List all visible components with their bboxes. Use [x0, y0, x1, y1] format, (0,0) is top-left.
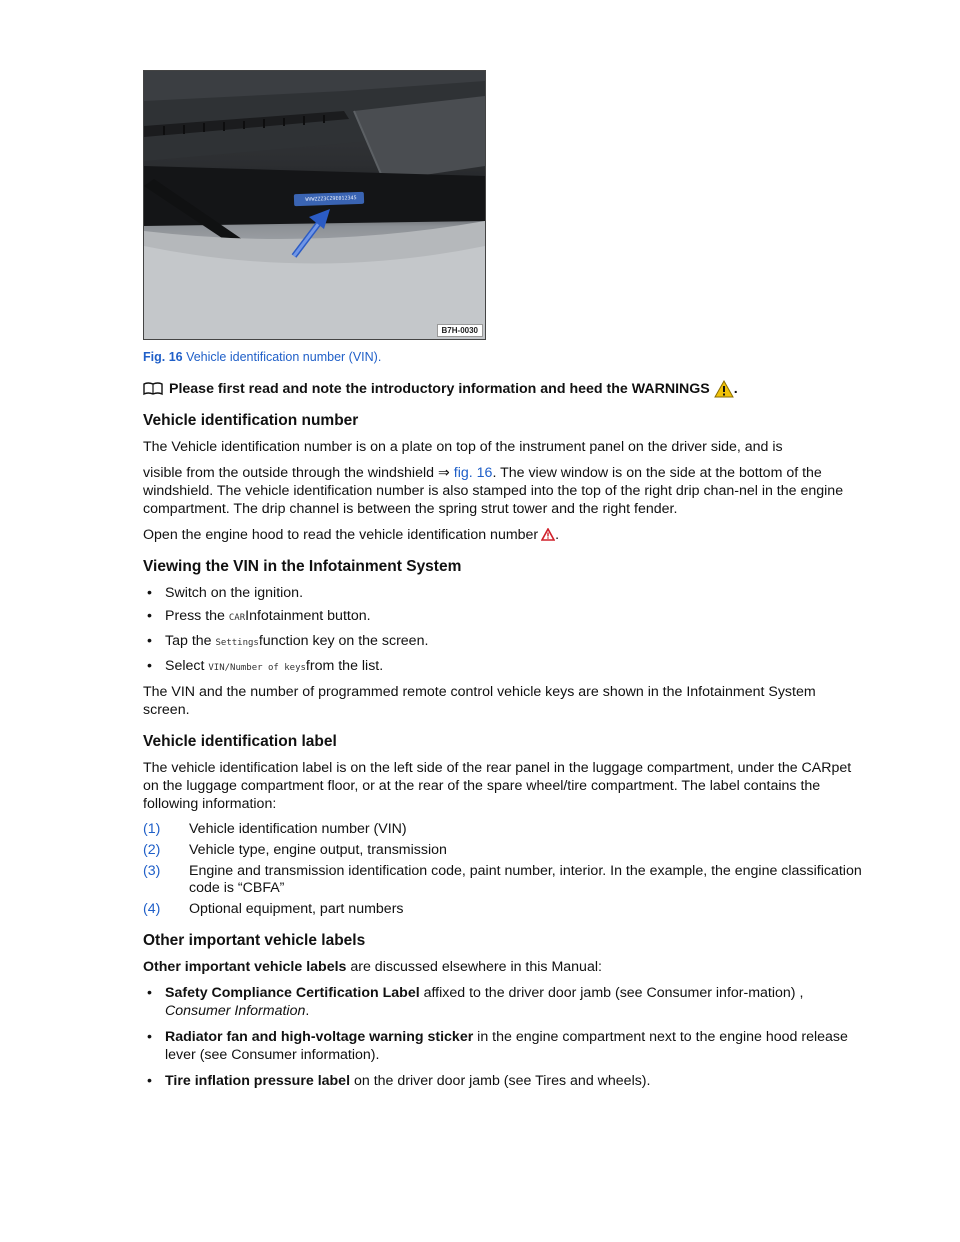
- intro-notice: [143, 380, 863, 398]
- list-item: [143, 657, 863, 677]
- item-number[interactable]: (4): [143, 901, 161, 917]
- list-item: [143, 863, 863, 897]
- figure-code: B7H-0030: [437, 324, 483, 337]
- list-item: [143, 1028, 863, 1064]
- step-text: function key on the screen.: [258, 633, 429, 649]
- list-item: [143, 632, 863, 652]
- warning-triangle-icon[interactable]: [541, 528, 555, 541]
- label-items: [143, 821, 863, 918]
- heading-other-labels: Other important vehicle labels: [143, 932, 366, 949]
- vin-p3-text: Open the engine hood to read the vehicle identification number: [143, 527, 539, 543]
- consumer-information-link[interactable]: Consumer Information: [165, 1003, 306, 1019]
- bullet-text: in the engine compartment next to the engine hood release lever (see Consumer information).: [165, 1029, 848, 1063]
- list-item: [143, 842, 863, 859]
- vin-p2-before: visible from the outside through the windshield ⇒: [143, 465, 454, 481]
- bullet-tail: ,: [795, 985, 804, 1001]
- item-text: Optional equipment, part numbers: [189, 901, 404, 917]
- item-number[interactable]: (3): [143, 863, 161, 879]
- vin-menu-code: VIN/Number of keys: [208, 663, 306, 673]
- other-intro-bold: Other important vehicle labels: [143, 959, 347, 975]
- vin-sticker: WVWZZZ3CZ9E012345: [305, 195, 357, 203]
- list-item: [143, 1072, 863, 1090]
- heading-infotainment: Viewing the VIN in the Infotainment System: [143, 558, 462, 575]
- figure-caption-text: Vehicle identification number (VIN).: [182, 350, 382, 364]
- step-text: Switch on the ignition.: [165, 585, 304, 601]
- vin-p3-end: .: [555, 527, 560, 543]
- list-item: [143, 901, 863, 918]
- label-paragraph: The vehicle identification label is on the left side of the rear panel in the luggage compartment, under the CARpet on the luggage compartment floor, or at the rear of the spare wheel/tire compartment. The label contains the following information:: [143, 760, 852, 812]
- infotainment-paragraph: The VIN and the number of programmed remote control vehicle keys are shown in the Infotainment System screen.: [143, 684, 816, 718]
- figure-caption: [143, 350, 863, 364]
- item-text: Vehicle identification number (VIN): [189, 821, 407, 837]
- warning-triangle-icon[interactable]: [714, 380, 734, 398]
- bullet-bold: Safety Compliance Certification Label: [165, 985, 420, 1001]
- step-text: Tap the: [165, 633, 216, 649]
- vin-figure: [143, 70, 486, 340]
- bullet-bold: Radiator fan and high-voltage warning sticker: [165, 1029, 474, 1045]
- heading-vin: Vehicle identification number: [143, 412, 359, 429]
- heading-vin-label: Vehicle identification label: [143, 733, 337, 750]
- vin-paragraph-1: The Vehicle identification number is on a plate on top of the instrument panel on the driver side, and is: [143, 439, 783, 455]
- list-item: [143, 821, 863, 838]
- bullet-bold: Tire inflation pressure label: [165, 1073, 351, 1089]
- bullet-text: on the driver door jamb (see Tires and wheels).: [350, 1073, 651, 1089]
- item-text: Engine and transmission identification code, paint number, interior. In the example, the engine classification code is “CBFA”: [189, 863, 862, 896]
- bullet-text: affixed to the driver door jamb (see Consumer infor-mation): [419, 985, 796, 1001]
- car-button-code: CAR: [228, 613, 246, 623]
- other-intro-rest: are discussed elsewhere in this Manual:: [346, 959, 602, 975]
- item-text: Vehicle type, engine output, transmission: [189, 842, 447, 858]
- vin-paragraph-2: [143, 464, 863, 518]
- list-item: [143, 984, 863, 1020]
- intro-end: .: [733, 381, 738, 397]
- step-text: Select: [165, 658, 209, 674]
- bullet-end: .: [305, 1003, 310, 1019]
- vin-paragraph-3: [143, 526, 863, 544]
- figure-caption-label: Fig. 16: [143, 350, 183, 364]
- manual-page: [143, 70, 863, 1098]
- book-icon: [143, 382, 163, 396]
- list-item: [143, 607, 863, 627]
- vin-p2-after: . The view window is on the side at the bottom of the windshield. The vehicle identification number is also stamped into the top of the right drip chan-nel in the engine compartment. The drip channel is between the spring strut tower and the right fender.: [143, 465, 844, 517]
- item-number[interactable]: (1): [143, 821, 161, 837]
- infotainment-steps: [143, 584, 863, 677]
- step-text: Infotainment button.: [245, 608, 371, 624]
- step-text: from the list.: [305, 658, 384, 674]
- fig-16-link[interactable]: fig. 16: [453, 465, 493, 481]
- step-text: Press the: [165, 608, 229, 624]
- item-number[interactable]: (2): [143, 842, 161, 858]
- settings-key-code: Settings: [215, 638, 259, 648]
- intro-text[interactable]: Please first read and note the introductory information and heed the WARNINGS: [169, 381, 710, 397]
- list-item: [143, 584, 863, 602]
- other-intro: [143, 958, 863, 976]
